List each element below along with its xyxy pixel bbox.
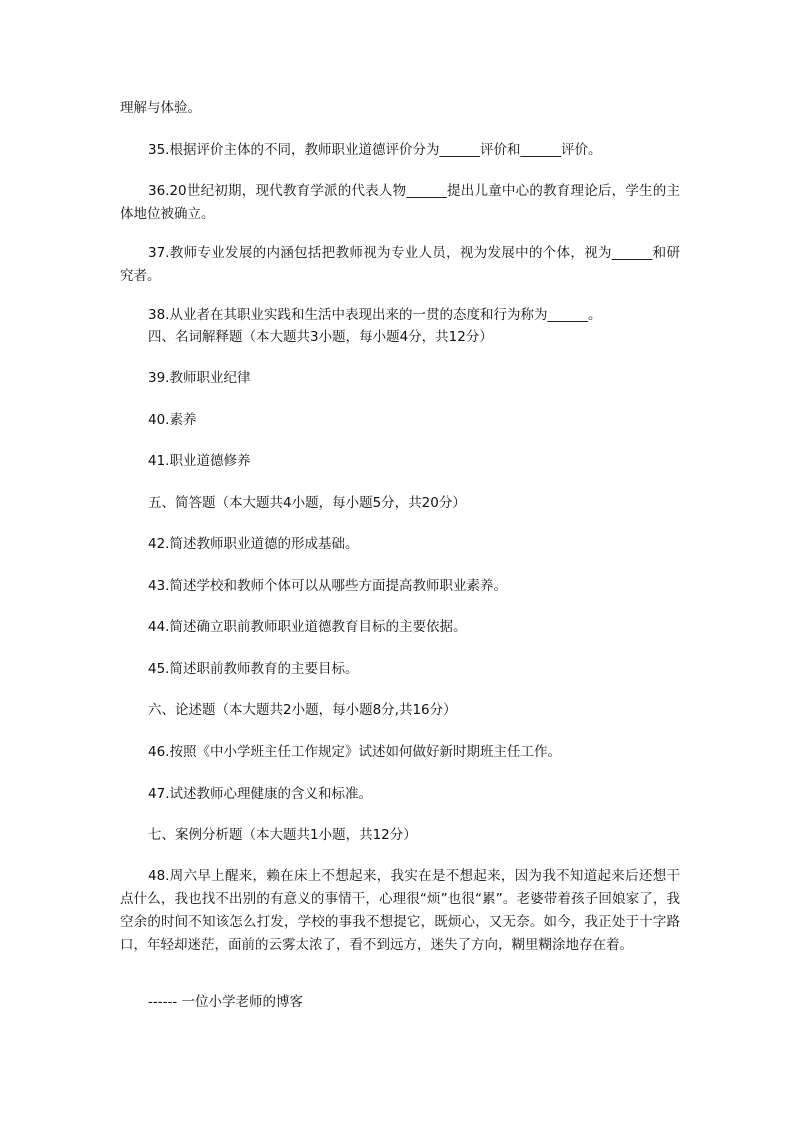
question-47: 47.试述教师心理健康的含义和标准。 [148, 786, 372, 802]
section-heading-7: 七、案例分析题（本大题共1小题，共12分） [148, 827, 417, 843]
question-35: 35.根据评价主体的不同，教师职业道德评价分为______评价和______评价。 [148, 142, 602, 158]
question-37: 37.教师专业发展的内涵包括把教师视为专业人员，视为发展中的个体，视为______和研究者。 [120, 245, 680, 284]
section-heading-4: 四、名词解释题（本大题共3小题，每小题4分，共12分） [148, 329, 493, 345]
question-36: 36.20世纪初期，现代教育学派的代表人物______提出儿童中心的教育理论后，学生的主体地位被确立。 [120, 183, 680, 222]
section-heading-6: 六、论述题（本大题共2小题，每小题8分,共16分） [148, 702, 457, 718]
question-45: 45.简述职前教师教育的主要目标。 [148, 661, 359, 677]
section-heading-5: 五、简答题（本大题共4小题，每小题5分，共20分） [148, 495, 466, 511]
paragraph-continuation: 理解与体验。 [120, 100, 201, 116]
question-39: 39.教师职业纪律 [148, 370, 251, 386]
question-43: 43.简述学校和教师个体可以从哪些方面提高教师职业素养。 [148, 578, 507, 594]
question-38: 38.从业者在其职业实践和生活中表现出来的一贯的态度和行为称为______。 [148, 307, 602, 323]
question-44: 44.简述确立职前教师职业道德教育目标的主要依据。 [148, 619, 467, 635]
question-42: 42.简述教师职业道德的形成基础。 [148, 536, 359, 552]
question-46: 46.按照《中小学班主任工作规定》试述如何做好新时期班主任工作。 [148, 744, 561, 760]
question-41: 41.职业道德修养 [148, 453, 251, 469]
question-40: 40.素养 [148, 412, 197, 428]
case-source: ------ 一位小学老师的博客 [148, 994, 304, 1010]
question-48-case: 48.周六早上醒来，赖在床上不想起来，我实在是不想起来，因为我不知道起来后还想干点什么，我也找不出别的有意义的事情干，心理很“烦”也很“累”。老婆带着孩子回娘家了，我空余的时间不知该怎么打发，学校的事我不想提它，既烦心，又无奈。如今，我正处于十字路口，年轻却迷茫，面前的云雾太浓了，看不到远方，迷失了方向，糊里糊涂地存在着。 [120, 868, 680, 953]
